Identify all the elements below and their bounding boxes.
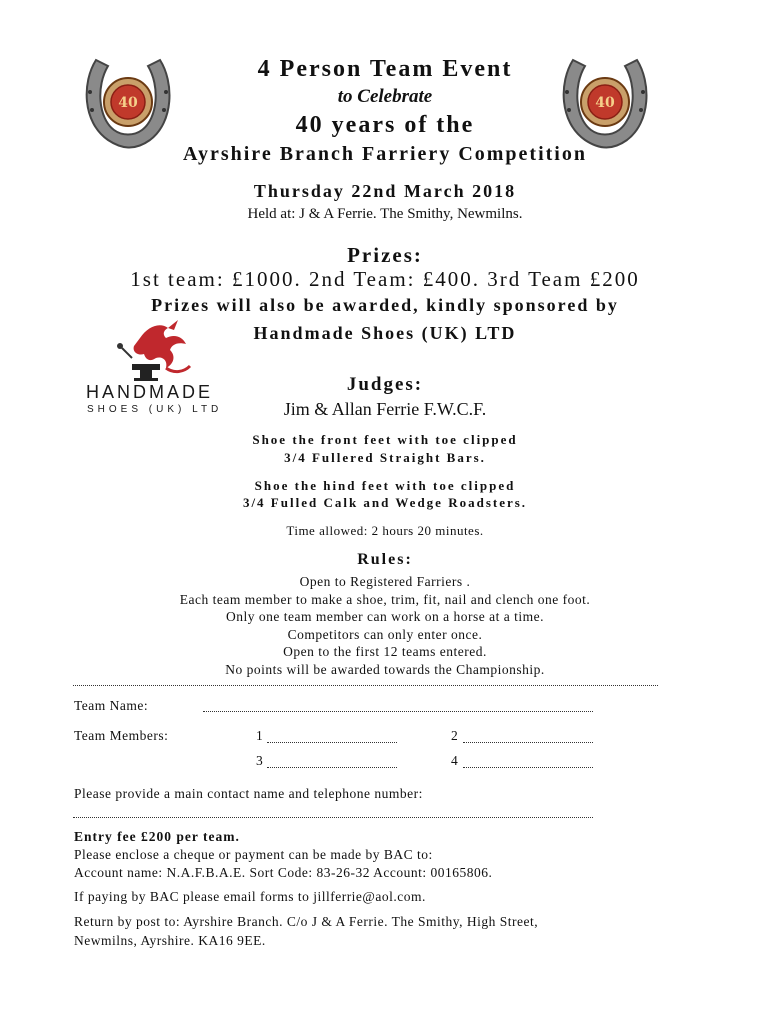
judges-heading: Judges: xyxy=(346,374,424,395)
event-title: 4 Person Team Event xyxy=(257,56,513,82)
time-allowed: Time allowed: 2 hours 20 minutes. xyxy=(286,523,484,538)
member-3-number: 3 xyxy=(256,753,263,768)
event-venue: Held at: J & A Ferrie. The Smithy, Newmilns. xyxy=(247,206,523,222)
badge-number: 40 xyxy=(595,95,615,111)
rules-list xyxy=(0,573,770,678)
rules-heading: Rules: xyxy=(357,551,413,568)
entry-fee: Entry fee £200 per team. xyxy=(74,829,240,844)
rule-item: Competitors can only enter once. xyxy=(287,626,483,642)
team-members-label: Team Members: xyxy=(74,728,169,743)
branch-line: Ayrshire Branch Farriery Competition xyxy=(183,143,587,165)
badge-number: 40 xyxy=(118,95,138,111)
rule-item: No points will be awarded towards the Championship. xyxy=(225,661,545,677)
years-line: 40 years of the xyxy=(295,112,475,138)
event-subtitle: to Celebrate xyxy=(337,86,433,107)
member-1-number: 1 xyxy=(256,728,263,743)
prizes-heading: Prizes: xyxy=(347,243,423,267)
member-3-field[interactable] xyxy=(267,767,397,768)
payment-line-1: Please enclose a cheque or payment can be made by BAC to: xyxy=(74,847,433,862)
member-2-number: 2 xyxy=(451,728,458,743)
return-line-2: Newmilns, Ayrshire. KA16 9EE. xyxy=(74,933,266,948)
task-hind-2: 3/4 Fulled Calk and Wedge Roadsters. xyxy=(242,495,528,510)
rule-item: Open to the first 12 teams entered. xyxy=(283,644,487,659)
task-hind-1: Shoe the hind feet with toe clipped xyxy=(254,478,516,493)
return-line-1: Return by post to: Ayrshire Branch. C/o J & A Ferrie. The Smithy, High Street, xyxy=(74,914,539,929)
rule-item: Only one team member can work on a horse at a time. xyxy=(226,609,544,624)
payment-line-2: Account name: N.A.F.B.A.E. Sort Code: 83-26-32 Account: 00165806. xyxy=(74,865,493,880)
contact-prompt: Please provide a main contact name and telephone number: xyxy=(74,786,423,801)
section-divider xyxy=(73,685,658,686)
member-1-field[interactable] xyxy=(267,742,397,743)
member-2-field[interactable] xyxy=(463,742,593,743)
handmade-logo xyxy=(108,318,198,382)
sponsor-line-1: Prizes will also be awarded, kindly sponsored by xyxy=(151,295,619,315)
contact-field[interactable] xyxy=(73,817,593,818)
prize-amounts: 1st team: £1000. 2nd Team: £400. 3rd Team £200 xyxy=(130,267,640,291)
logo-name: HANDMADE xyxy=(86,382,214,402)
member-4-field[interactable] xyxy=(463,767,593,768)
rule-item: Open to Registered Farriers . xyxy=(299,574,471,589)
sponsor-line-2: Handmade Shoes (UK) LTD xyxy=(253,323,517,343)
member-4-number: 4 xyxy=(451,753,458,768)
task-front-2: 3/4 Fullered Straight Bars. xyxy=(284,450,486,465)
email-line: If paying by BAC please email forms to jillferrie@aol.com. xyxy=(74,889,426,904)
event-date: Thursday 22nd March 2018 xyxy=(253,181,517,201)
task-front-1: Shoe the front feet with toe clipped xyxy=(252,432,518,447)
dragon-anvil-icon xyxy=(108,318,198,382)
rule-item: Each team member to make a shoe, trim, fit, nail and clench one foot. xyxy=(179,591,591,607)
judges-names: Jim & Allan Ferrie F.W.C.F. xyxy=(283,399,487,419)
logo-sub: SHOES (UK) LTD xyxy=(87,404,223,415)
team-name-label: Team Name: xyxy=(74,698,149,713)
team-name-field[interactable] xyxy=(203,711,593,712)
